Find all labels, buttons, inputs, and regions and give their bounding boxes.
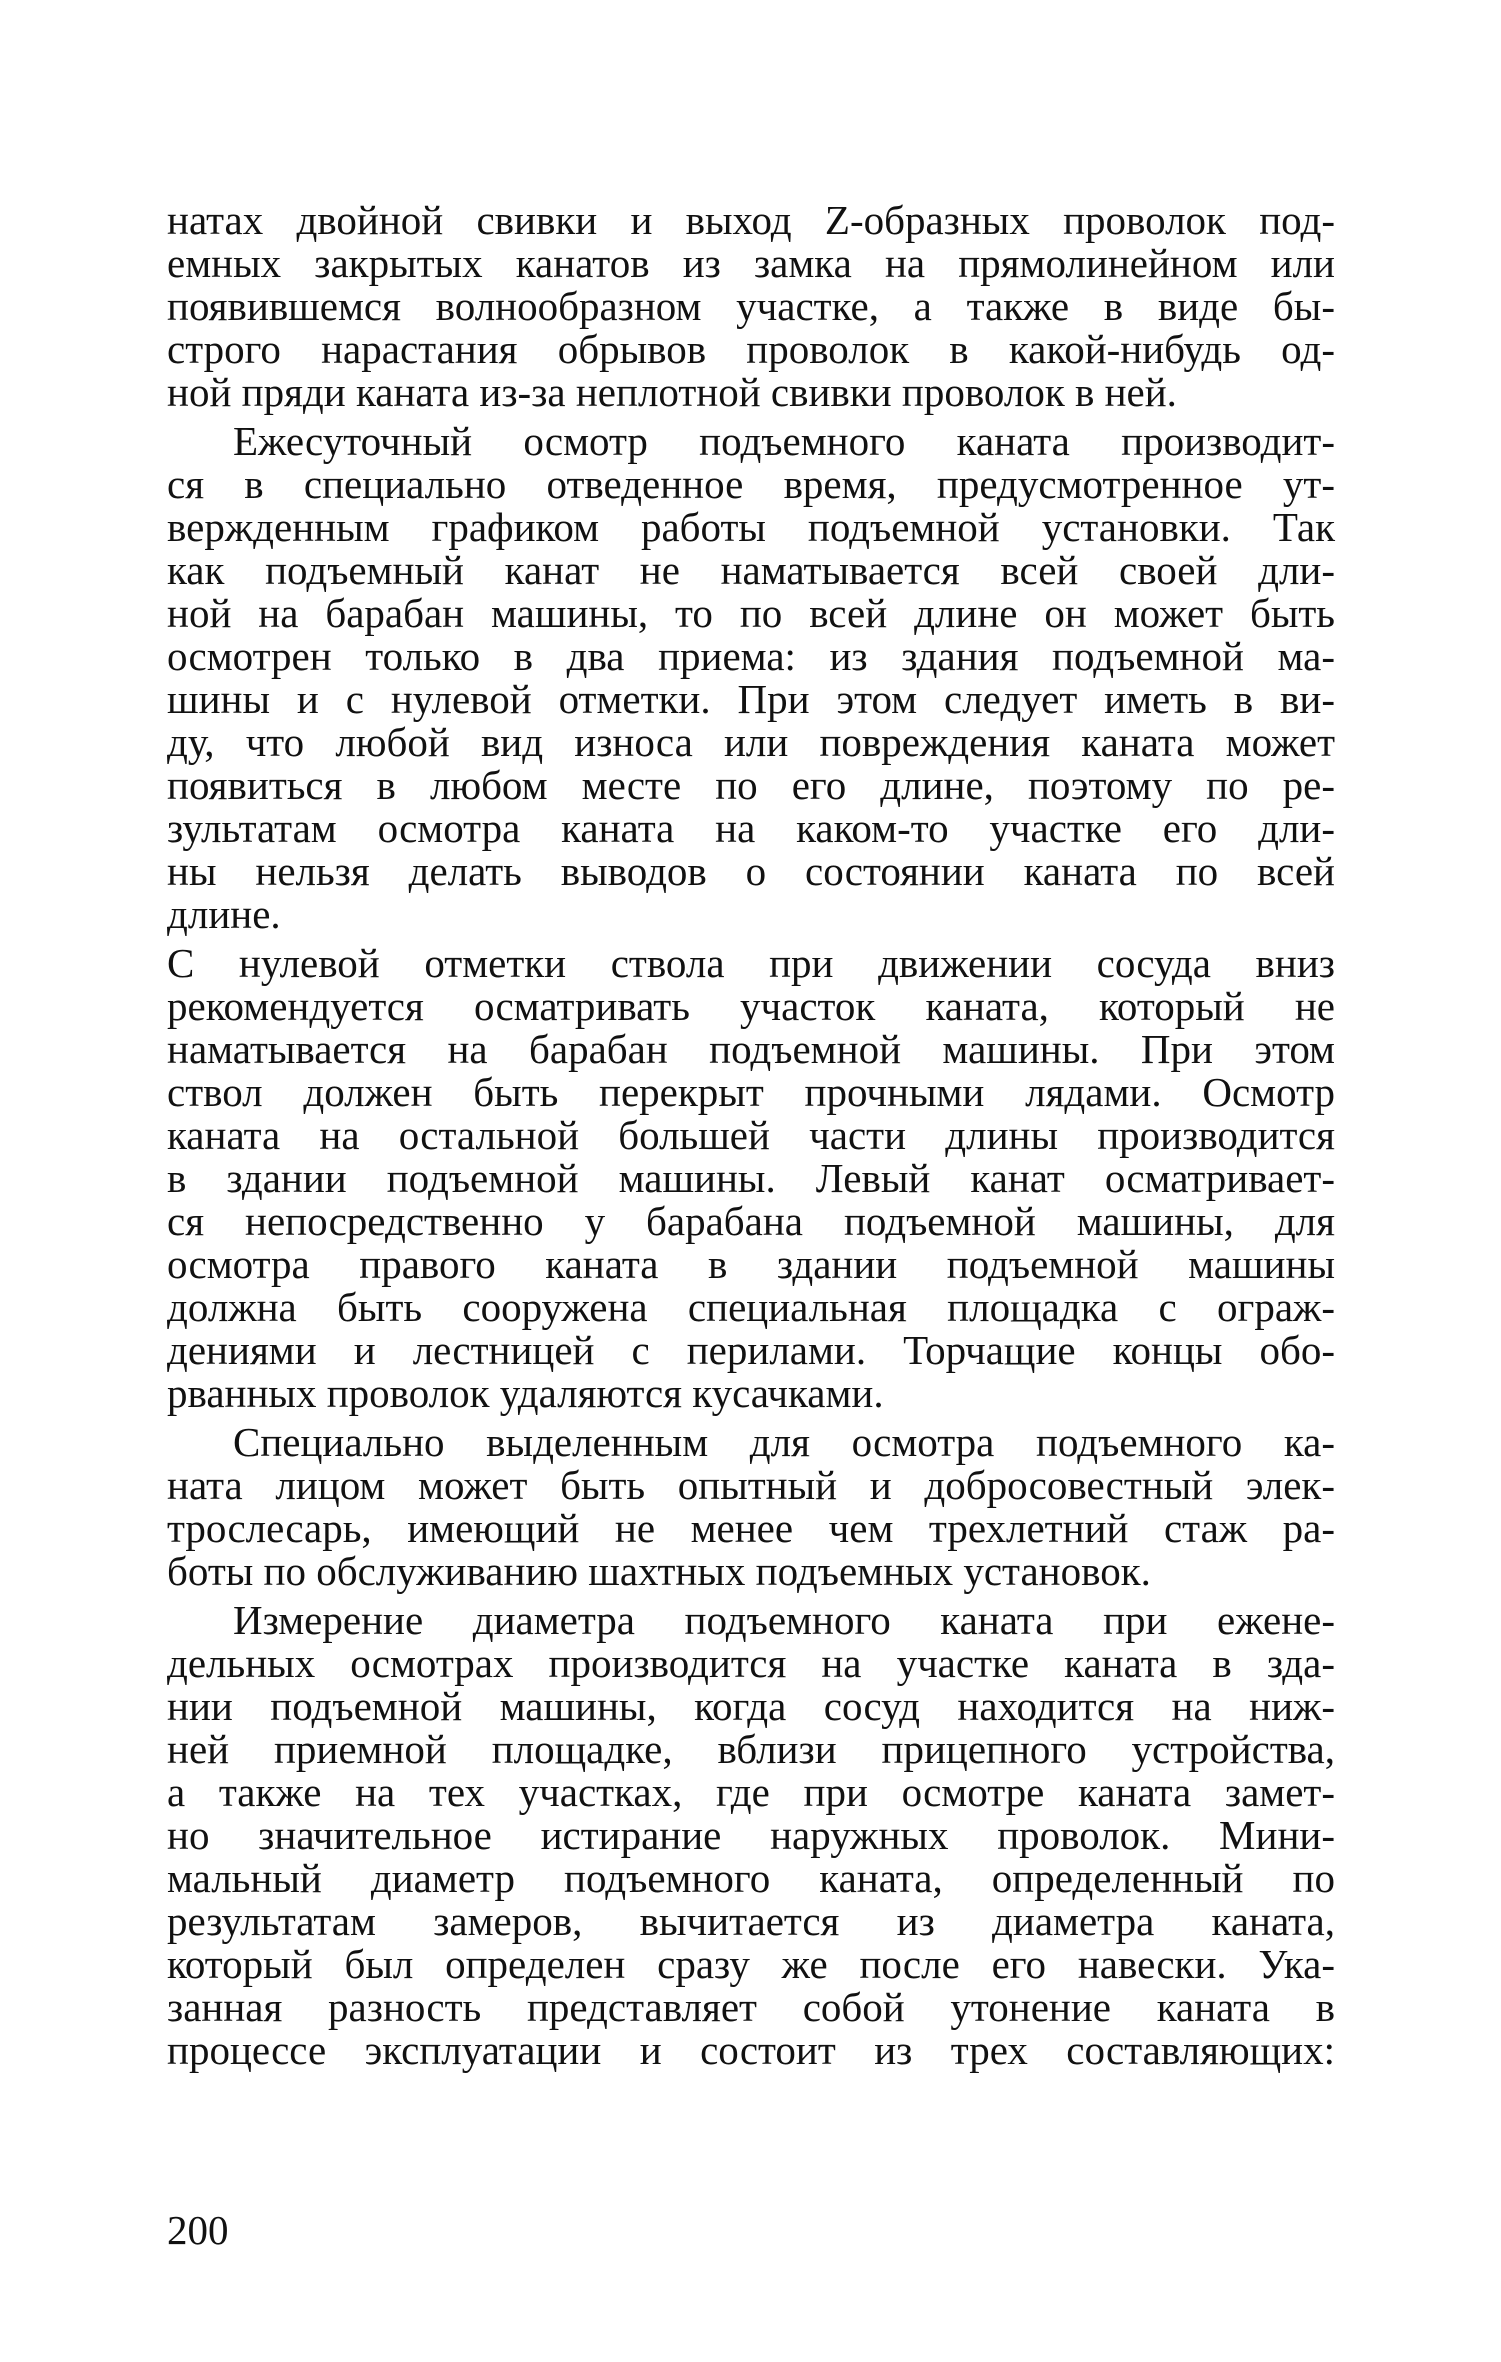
text-line: рванных проволок удаляются кусачками. — [167, 1370, 884, 1416]
text-line: занная разность представляет собой утонение каната в — [167, 1984, 1335, 2030]
text-line: ся непосредственно у барабана подъемной машины, для — [167, 1198, 1335, 1244]
text-line: результатам замеров, вычитается из диаметра каната, — [167, 1898, 1335, 1944]
paragraph-first-line: Измерение диаметра подъемного каната при еженe- — [233, 1597, 1335, 1643]
text-line: должна быть сооружена специальная площадка с ограж- — [167, 1284, 1335, 1330]
text-line: строго нарастания обрывов проволок в какой-нибудь од- — [167, 326, 1335, 372]
text-line: дениями и лестницей с перилами. Торчащие концы обо- — [167, 1327, 1335, 1373]
text-line: как подъемный канат не наматывается всей своей дли- — [167, 547, 1335, 593]
text-line: нии подъемной машины, когда сосуд находится на ниж- — [167, 1683, 1335, 1729]
text-line: дельных осмотрах производится на участке каната в зда- — [167, 1640, 1335, 1686]
text-line: появившемся волнообразном участке, а также в виде бы- — [167, 283, 1335, 329]
text-line: появиться в любом месте по его длине, поэтому по ре- — [167, 762, 1335, 808]
text-line: ствол должен быть перекрыт прочными лядами. Осмотр — [167, 1069, 1335, 1115]
text-line: который был определен сразу же после его навески. Ука- — [167, 1941, 1335, 1987]
text-line: ной пряди каната из-за неплотной свивки проволок в ней. — [167, 369, 1177, 415]
paragraph-first-line: Специально выделенным для осмотра подъемного ка- — [233, 1419, 1335, 1465]
text-line: шины и с нулевой отметки. При этом следует иметь в ви- — [167, 676, 1335, 722]
text-line: ной на барабан машины, то по всей длине он может быть — [167, 590, 1335, 636]
text-line: каната на остальной большей части длины производится — [167, 1112, 1335, 1158]
text-line: а также на тех участках, где при осмотре каната замет- — [167, 1769, 1335, 1815]
text-line: ната лицом может быть опытный и добросовестный элек- — [167, 1462, 1335, 1508]
text-line: натах двойной свивки и выход Z-образных проволок под- — [167, 197, 1335, 243]
text-line: рекомендуется осматривать участок каната, который не — [167, 983, 1335, 1029]
text-line: ней приемной площадке, вблизи прицепного устройства, — [167, 1726, 1335, 1772]
paragraph-first-line: Ежесуточный осмотр подъемного каната производит- — [233, 418, 1335, 464]
text-line: длине. — [167, 891, 281, 937]
text-line: емных закрытых канатов из замка на прямолинейном или — [167, 240, 1335, 286]
text-line: зультатам осмотра каната на каком-то участке его дли- — [167, 805, 1335, 851]
text-line: ны нельзя делать выводов о состоянии каната по всей — [167, 848, 1335, 894]
text-line: мальный диаметр подъемного каната, определенный по — [167, 1855, 1335, 1901]
text-line: наматывается на барабан подъемной машины. При этом — [167, 1026, 1335, 1072]
text-line: в здании подъемной машины. Левый канат осматривает- — [167, 1155, 1335, 1201]
paragraph-first-line: С нулевой отметки ствола при движении сосуда вниз — [167, 940, 1335, 986]
text-line: осмотрен только в два приема: из здания подъемной ма- — [167, 633, 1335, 679]
text-line: ду, что любой вид износа или повреждения каната может — [167, 719, 1335, 765]
text-line: боты по обслуживанию шахтных подъемных установок. — [167, 1548, 1151, 1594]
text-line: осмотра правого каната в здании подъемной машины — [167, 1241, 1335, 1287]
text-line: но значительное истирание наружных проволок. Мини- — [167, 1812, 1335, 1858]
text-line: трослесарь, имеющий не менее чем трехлетний стаж ра- — [167, 1505, 1335, 1551]
text-line: вержденным графиком работы подъемной установки. Так — [167, 504, 1335, 550]
text-line: процессе эксплуатации и состоит из трех составляющих: — [167, 2027, 1335, 2073]
page-number: 200 — [167, 2207, 229, 2253]
text-line: ся в специально отведенное время, предусмотренное ут- — [167, 461, 1335, 507]
